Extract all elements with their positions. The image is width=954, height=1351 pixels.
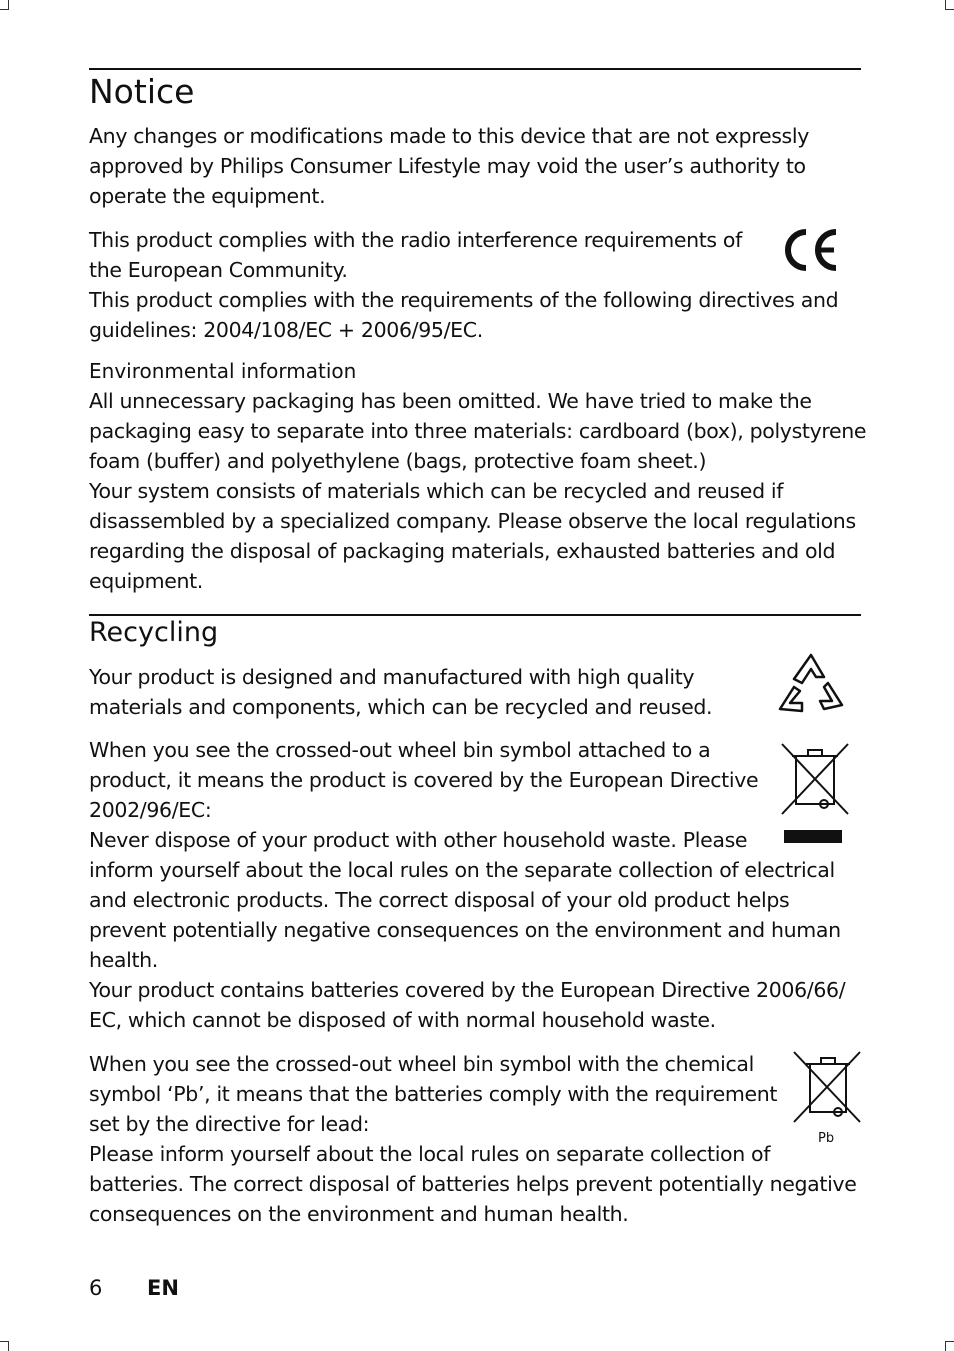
environmental-paragraph: All unnecessary packaging has been omitted. We have tried to make the packaging easy to separate into three materials: cardboard (box), polystyrene foam (buffer) and polyethylene (bags, protective foam sheet.) Your system consists of materials which can be recycled and reused if disassembled by a specialized company. Please observe the local regulations regarding the disposal of packaging materials, exhausted batteries and old equipment. <box>89 389 867 593</box>
crossed-bin-icon <box>778 740 852 818</box>
pb-label: Pb <box>818 1131 835 1146</box>
crossed-bin-pb-icon <box>790 1048 864 1126</box>
crop-mark <box>945 1341 946 1351</box>
recycle-icon <box>774 651 848 723</box>
language-code: EN <box>147 1276 179 1300</box>
crop-mark <box>945 1341 954 1342</box>
section-title: Recycling <box>89 617 219 648</box>
ce-mark-icon <box>780 226 842 274</box>
page-title: Notice <box>89 72 195 111</box>
weee-paragraph: When you see the crossed-out wheel bin symbol attached to a product, it means the product is covered by the European Directive 2002/96/EC: Never dispose of your product with other household waste. Please inform yourself about the local rules on the separate collection of electrical and electronic products. The correct disposal of your old product helps prevent potentially negative consequences on the environment and human health. Your product contains batteries covered by the European Directive 2006/66/ EC, which cannot be disposed of with normal household waste. <box>89 738 846 1032</box>
bin-underline-bar <box>784 830 842 843</box>
section-rule <box>89 68 861 70</box>
notice-paragraph: Any changes or modifications made to this device that are not expressly approved by Philips Consumer Lifestyle may void the user’s authority to operate the equipment. <box>89 124 809 208</box>
recycling-paragraph: Your product is designed and manufactured with high quality materials and components, which can be recycled and reused. <box>89 665 713 719</box>
compliance-paragraph: This product complies with the radio interference requirements of the European Community. This product complies with the requirements of the following directives and guidelines: 2004/108/EC + 2006/95/EC. <box>89 228 839 342</box>
crop-mark <box>0 9 9 10</box>
battery-paragraph: When you see the crossed-out wheel bin symbol with the chemical symbol ‘Pb’, it means that the batteries comply with the requirement set by the directive for lead: Please inform yourself about the local rules on separate collection of batteries. The correct disposal of batteries helps prevent potentially negative consequences on the environment and human health. <box>89 1052 857 1226</box>
crop-mark <box>8 1341 9 1351</box>
crop-mark <box>0 1341 9 1342</box>
section-rule <box>89 614 861 616</box>
page-number: 6 <box>89 1276 103 1300</box>
crop-mark <box>945 9 954 10</box>
environmental-heading: Environmental information <box>89 359 357 383</box>
